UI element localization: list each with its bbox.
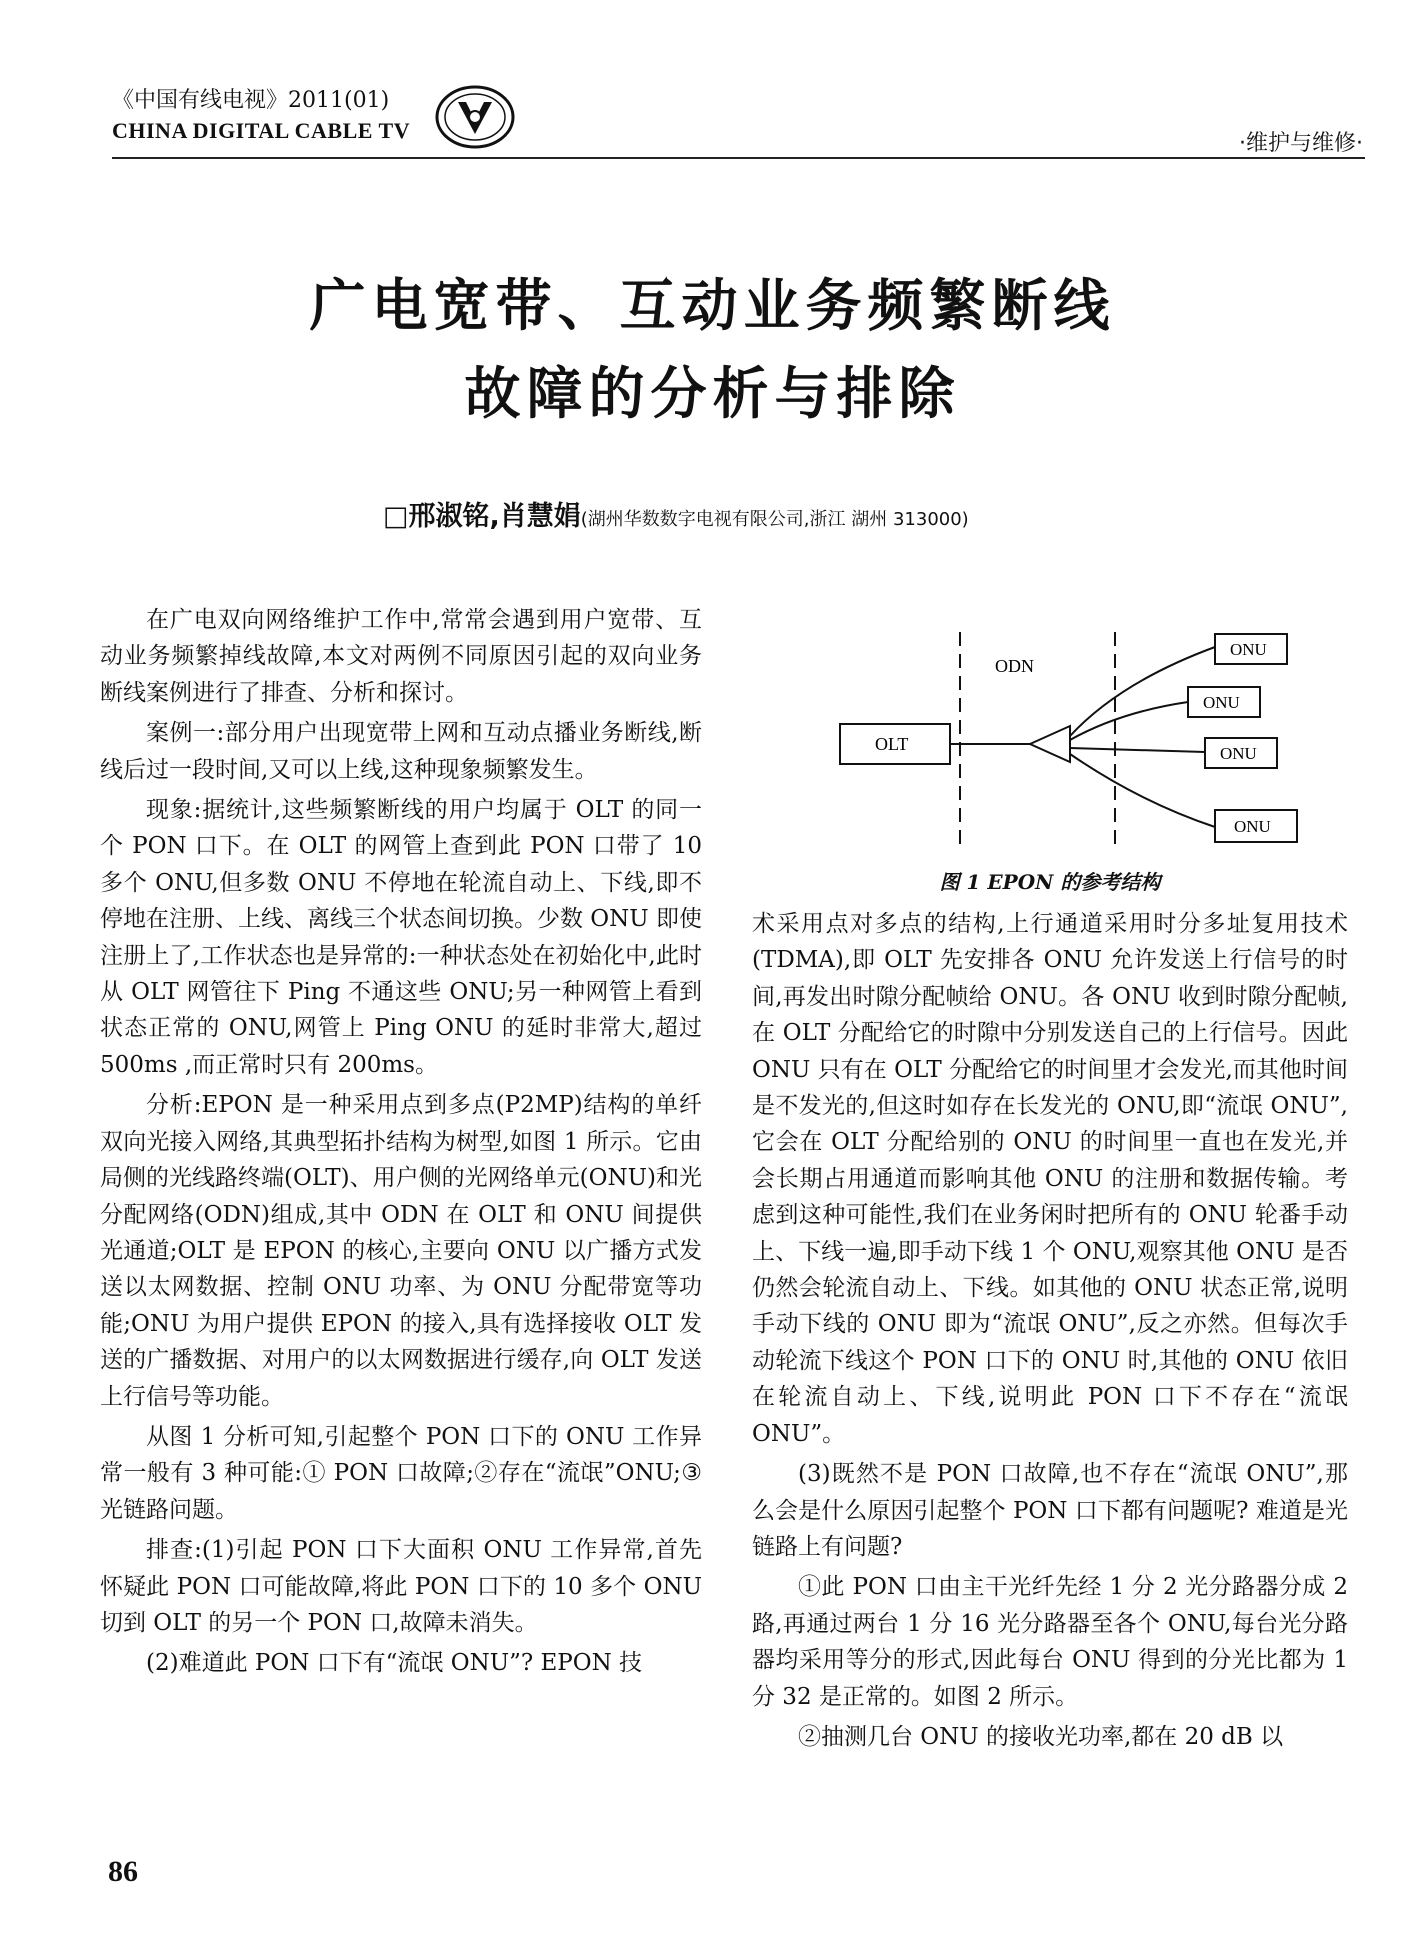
paragraph: ②抽测几台 ONU 的接收光功率,都在 20 dB 以	[798, 1723, 1284, 1750]
author-affiliation: (湖州华数数字电视有限公司,浙江 湖州 313000)	[580, 509, 969, 530]
article-title-line-1: 广电宽带、互动业务频繁断线	[309, 274, 1116, 339]
journal-name-cn: 《中国有线电视》2011(01)	[112, 88, 390, 113]
journal-header	[112, 86, 410, 146]
onu-label: ONU	[1203, 693, 1240, 712]
page-number: 86	[108, 1855, 138, 1888]
section-label: ·维护与维修·	[1239, 131, 1363, 156]
paragraph: 从图 1 分析可知,引起整个 PON 口下的 ONU 工作异常一般有 3 种可能:① PON 口故障;②存在“流氓”ONU;③光链路问题。	[100, 1423, 702, 1523]
paragraph: 案例一:部分用户出现宽带上网和互动点播业务断线,断线后过一段时间,又可以上线,这种现象频繁发生。	[100, 720, 702, 783]
paragraph: 排查:(1)引起 PON 口下大面积 ONU 工作异常,首先怀疑此 PON 口可能故障,将此 PON 口下的 10 多个 ONU 切到 OLT 的另一个 PON 口,故障未消失。	[100, 1537, 702, 1636]
onu-label: ONU	[1234, 817, 1271, 836]
paragraph: 分析:EPON 是一种采用点到多点(P2MP)结构的单纤双向光接入网络,其典型拓扑结构为树型,如图 1 所示。它由局侧的光线路终端(OLT)、用户侧的光网络单元(ONU)和光分配网络(ODN)组成,其中 ODN 在 OLT 和 ONU 间提供光通道;OLT 是 EPON 的核心,主要向 ONU 以广播方式发送以太网数据、控制 ONU 功率、为 ONU 分配带宽等功能;ONU 为用户提供 EPON 的接入,具有选择接收 OLT 发送的广播数据、对用户的以太网数据进行缓存,向 OLT 发送上行信号等功能。	[100, 1092, 702, 1410]
paragraph: 在广电双向网络维护工作中,常常会遇到用户宽带、互动业务频繁掉线故障,本文对两例不同原因引起的双向业务断线案例进行了排查、分析和探讨。	[100, 607, 702, 706]
journal-logo-icon	[434, 84, 516, 150]
author-marker: □	[383, 501, 409, 532]
paragraph: (3)既然不是 PON 口故障,也不存在“流氓 ONU”,那么会是什么原因引起整个 PON 口下都有问题呢? 难道是光链路上有问题?	[752, 1461, 1348, 1560]
epon-diagram	[820, 612, 1300, 880]
odn-label: ODN	[995, 656, 1034, 676]
paragraph: ①此 PON 口由主干光纤先经 1 分 2 光分路器分成 2 路,再通过两台 1 分 16 光分路器至各个 ONU,每台光分路器均采用等分的形式,因此每台 ONU 得到的分光比都为 1 分 32 是正常的。如图 2 所示。	[752, 1574, 1348, 1710]
author-names: 邢淑铭,肖慧娟	[408, 501, 581, 532]
paragraph: 术采用点对多点的结构,上行通道采用时分多址复用技术(TDMA),即 OLT 先安排各 ONU 允许发送上行信号的时间,再发出时隙分配帧给 ONU。各 ONU 收到时隙分配帧,在 OLT 分配给它的时隙中分别发送自己的上行信号。因此 ONU 只有在 OLT 分配给它的时间里才会发光,而其他时间是不发光的,但这时如存在长发光的 ONU,即“流氓 ONU”,它会在 OLT 分配给别的 ONU 的时间里一直也在发光,并会长期占用通道而影响其他 ONU 的注册和数据传输。考虑到这种可能性,我们在业务闲时把所有的 ONU 轮番手动上、下线一遍,即手动下线 1 个 ONU,观察其他 ONU 是否仍然会轮流自动上、下线。如其他的 ONU 状态正常,说明手动下线的 ONU 即为“流氓 ONU”,反之亦然。但每次手动轮流下线这个 PON 口下的 ONU 时,其他的 ONU 依旧在轮流自动上、下线,说明此 PON 口下不存在“流氓 ONU”。	[752, 911, 1348, 1447]
figure-caption: 图 1 EPON 的参考结构	[939, 870, 1161, 894]
header-rule	[112, 157, 1365, 159]
olt-label: OLT	[875, 734, 909, 754]
paragraph: (2)难道此 PON 口下有“流氓 ONU”? EPON 技	[146, 1650, 643, 1677]
onu-label: ONU	[1220, 744, 1257, 763]
branch-fiber	[1070, 754, 1215, 827]
branch-fiber	[1070, 702, 1188, 740]
article-title-line-2: 故障的分析与排除	[464, 362, 961, 427]
right-column	[752, 906, 1348, 1755]
left-column	[100, 602, 702, 1682]
paragraph: 现象:据统计,这些频繁断线的用户均属于 OLT 的同一个 PON 口下。在 OLT 的网管上查到此 PON 口带了 10 多个 ONU,但多数 ONU 不停地在轮流自动上、下线,即不停地在注册、上线、离线三个状态间切换。少数 ONU 即使注册上了,工作状态也是异常的:一种状态处在初始化中,此时从 OLT 网管往下 Ping 不通这些 ONU;另一种网管上看到状态正常的 ONU,网管上 Ping ONU 的延时非常大,超过 500ms ,而正常时只有 200ms。	[100, 797, 702, 1078]
optical-splitter	[1030, 726, 1070, 762]
author-line	[383, 494, 969, 533]
branch-fiber	[1070, 748, 1205, 752]
onu-label: ONU	[1230, 640, 1267, 659]
journal-name-en: CHINA DIGITAL CABLE TV	[112, 118, 411, 143]
